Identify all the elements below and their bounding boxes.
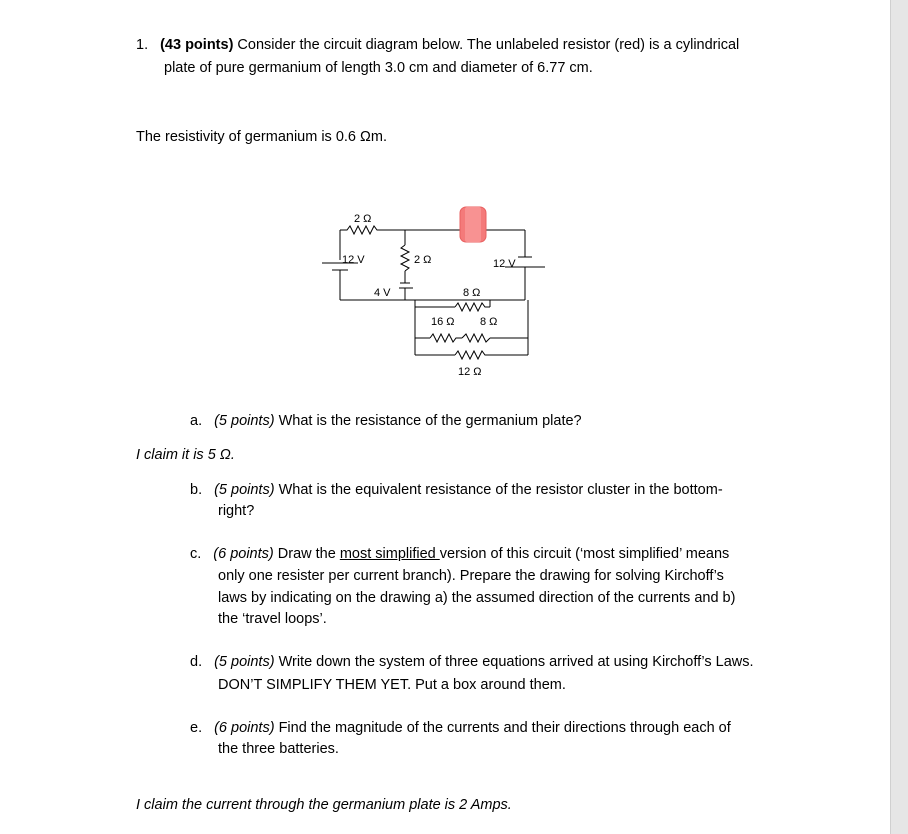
label-r12: 12 Ω [458,366,482,378]
label-r8b: 8 Ω [480,316,498,328]
label-r-mid: 2 Ω [414,254,432,266]
item-d-points: (5 points) [214,654,275,670]
item-d-text1: Write down the system of three equations arrived at using Kirchoff’s Laws. [274,654,754,670]
item-b-text1: What is the equivalent resistance of the resistor cluster in the bottom- [274,482,723,498]
item-e-line1 [190,717,731,739]
q1-line2: plate of pure germanium of length 3.0 cm and diameter of 6.77 cm. [164,60,593,76]
label-r8a: 8 Ω [463,287,481,299]
right-scroll-gutter [890,0,908,834]
resistor-2ohm-top [340,226,405,234]
q1-points: (43 points) [160,37,234,53]
item-a-points: (5 points) [214,413,275,429]
item-c-line3: laws by indicating on the drawing a) the assumed direction of the currents and b) [218,590,736,606]
item-a-letter: a. [190,413,203,429]
item-e-points: (6 points) [214,720,275,736]
item-d-letter: d. [190,654,203,670]
item-c-points: (6 points) [213,546,274,562]
item-a [190,410,582,432]
label-v-mid: 4 V [374,287,391,299]
label-r16: 16 Ω [431,316,455,328]
item-d-line1 [190,651,754,673]
item-b-points: (5 points) [214,482,275,498]
q1-text1: Consider the circuit diagram below. The unlabeled resistor (red) is a cylindrical [233,37,740,53]
q1-line1 [136,34,739,56]
resistor-2ohm-mid [401,245,409,271]
resistivity-text: The resistivity of germanium is 0.6 Ωm. [136,129,387,145]
item-d-line2: DON’T SIMPLIFY THEM YET. Put a box around them. [218,677,566,693]
item-c-line2: only one resister per current branch). Prepare the drawing for solving Kirchoff’s [218,568,724,584]
item-c-underlined: most simplified [339,546,440,562]
item-c-text1b: version of this circuit (‘most simplified’ means [439,546,730,562]
item-e-letter: e. [190,720,203,736]
item-e-line2: the three batteries. [218,741,339,757]
item-b-letter: b. [190,482,203,498]
item-c-line4: the ‘travel loops’. [218,611,327,627]
item-a-text: What is the resistance of the germanium plate? [274,413,582,429]
item-e-text1: Find the magnitude of the currents and their directions through each of [274,720,731,736]
item-b-line1 [190,479,723,501]
label-v-right: 12 V [493,258,516,270]
resistor-8ohm-b [462,334,490,342]
item-c-text1a: Draw the [273,546,340,562]
item-c-line1 [190,543,729,565]
resistor-12ohm [455,351,528,359]
item-c-letter: c. [190,546,202,562]
claim-e: I claim the current through the germanium plate is 2 Amps. [136,797,512,813]
item-b-line2: right? [218,503,255,519]
claim-a: I claim it is 5 Ω. [136,447,235,463]
label-r-top: 2 Ω [354,213,372,225]
circuit-diagram [300,195,560,385]
resistor-8ohm-a [455,303,490,311]
q1-number: 1. [136,37,149,53]
resistor-16ohm [430,334,462,342]
label-v-left: 12 V [342,254,365,266]
